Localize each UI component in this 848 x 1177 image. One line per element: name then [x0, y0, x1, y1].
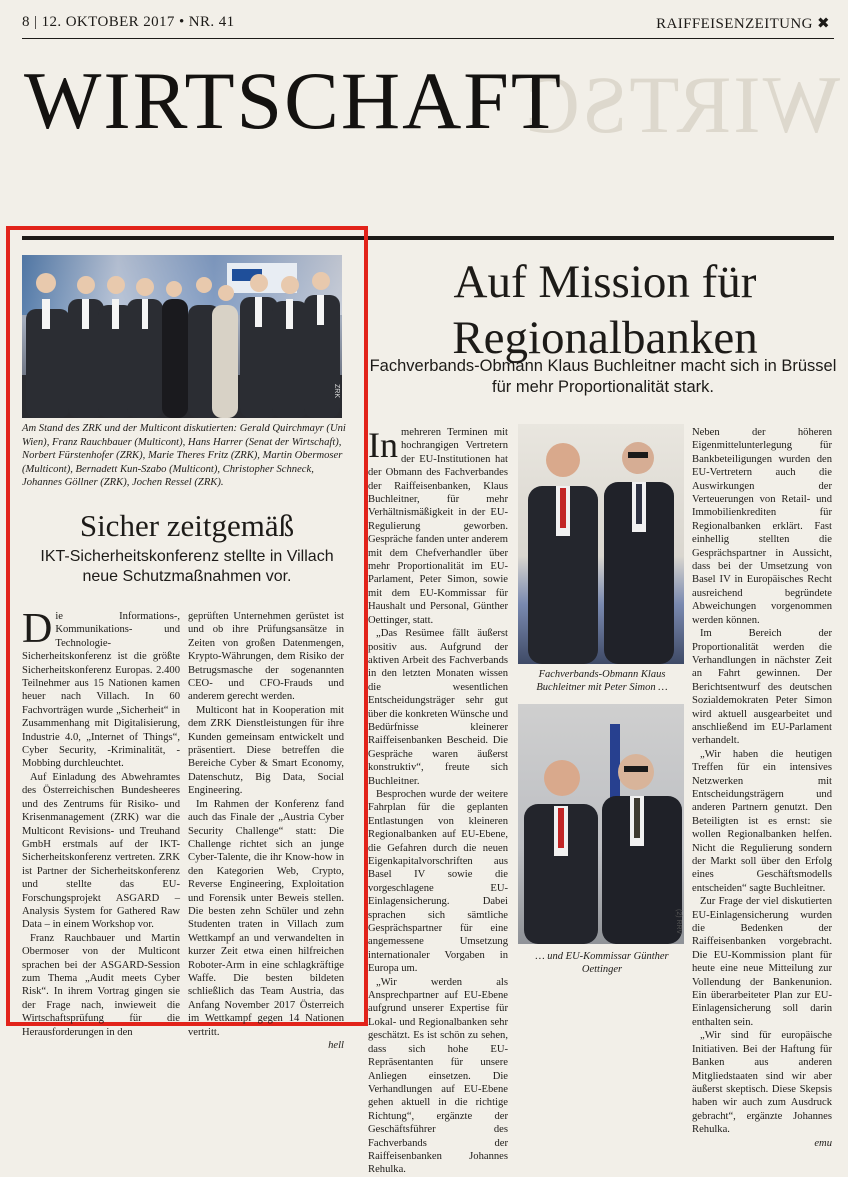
paragraph: „Wir sind für europäische Initiativen. Bei der Haftung für Banken aus anderen Mitgliedstaaten sind wir aber äußerst skeptisch. Diese Skepsis haben wir auch zum Ausdruck gebracht“, ergänzte Johannes Rehulka. — [692, 1030, 832, 1136]
show-through-ghost-text: WIRTSC — [523, 59, 840, 150]
article-title: Sicher zeitgemäß — [79, 508, 295, 543]
paragraph: geprüften Unternehmen gerüstet ist und ob ihre Prüfungsansätze in Zeiten von großen Datenmengen, Krypto-Währungen, dem Risiko der Betrugsmasche der sogenannten CEO- und CFO-Frauds und anderem gerecht werden. — [188, 611, 344, 703]
article-column-1 — [22, 606, 180, 1039]
paragraph: Franz Rauchbauer und Martin Obermoser von der Multicont sprachen bei der ASGARD-Session zum Thema „Audit meets Cyber Risk“. In ihrem Vortrag gingen sie der Frage nach, inwieweit die Wirtschaftsprüfung für die Herausforderungen in den — [22, 932, 180, 1038]
x-cross-icon: ✖ — [817, 14, 830, 32]
section-title: WIRTSCHAFT — [24, 55, 563, 146]
publication-name — [656, 14, 830, 33]
author-signature: hell — [328, 1040, 344, 1051]
article-subtitle: IKT-Sicherheitskonferenz stellte in Villach neue Schutzmaßnahmen vor. — [40, 548, 334, 585]
paragraph: „Das Resümee fällt äußerst positiv aus. Aufgrund der aktiven Arbeit des Fachverbands in den letzten Monaten wissen die wesentlichen Entscheidungsträger sehr gut über die konkreten Wünsche und Bedürfnisse kleinerer Raiffeisenbanken Bescheid. Die Gespräche waren äußerst konstruktiv“, freute sich Buchleitner. — [368, 628, 508, 787]
publication-title: RAIFFEISENZEITUNG — [656, 16, 813, 32]
article-column-right-3 — [692, 426, 832, 1150]
author-signature-right: emu — [814, 1137, 832, 1149]
paragraph: Auf Einladung des Abwehramtes des Österreichischen Bundesheeres und des Zentrums für Risiko- und Krisenmanagement (ZRK) war die Multicont Revisions- und Treuhand GmbH erstmals auf der IKT-Sicherheitskonferenz vertreten. ZRK ist Partner der Sicherheitskonferenz und stellte das EU-Forschungsprojekt ASGARD – Analysis System for Gathered Raw Data – in einem Workshop vor. — [22, 771, 180, 931]
paragraph: Besprochen wurde der weitere Fahrplan für die geplanten Entlastungen von kleineren Regionalbanken auf EU-Ebene, die Gefahren durch die neuen Eigenkapitalvorschriften aus Basel IV sowie die vorgeschlagene EU-Einlagensicherung. Dabei sprachen sich sämtliche Gesprächspartner für eine angemessene Umsetzung internationaler Vorgaben in Europa um. — [368, 788, 508, 975]
paragraph: Im Rahmen der Konferenz fand auch das Finale der „Austria Cyber Security Challenge“ statt: Die Challenge richtet sich an junge Cyber-Talente, die ihr Know-how in den Kategorien Web, Crypto, Reverse Engineering, Exploitation und Forensik unter Beweis stellen. Die besten zehn Schüler und zehn Studenten traten in Villach zum Wettkampf an und verwandelten in kurzer Zeit etwa einen hilfreichen Roboter-Arm in eine schlagkräftige Waffe. Die besten bildeten schließlich das Team Austria, das Anfang November 2017 Österreich im Wettkampf gegen 14 Nationen vertritt. — [188, 798, 344, 1038]
photo-caption: Am Stand des ZRK und der Multicont diskutierten: Gerald Quirchmayr (Uni Wien), Franz Rauchbauer (Multicont), Hans Harrer (Senat der Wirtschaft), Norbert Fürstenhofer (ZRK), Marie Theres Fritz (ZRK), Martin Obermoser (Multicont), Bernadett Kun-Szabo (Multicont), Christopher Schneck, Johannes Göllner (ZRK), Jochen Ressel (ZRK). — [22, 423, 346, 489]
article-subtitle-right: Fachverbands-Obmann Klaus Buchleitner macht sich in Brüssel für mehr Proportionalität stark. — [369, 357, 837, 396]
photo-credit-right: (2) RRV — [675, 908, 682, 934]
drop-cap: D — [22, 606, 53, 652]
paragraph: „Wir haben die heutigen Treffen für ein intensives Netzwerken mit Entscheidungsträgern und anderen Partnern genutzt. Den Beteiligten ist es ernst: sie wollen Regionalbanken helfen. Nicht die Regulierung sondern der Markt soll über den Erfolg eines Geschäftsmodells entscheiden“ sagte Buchleitner. — [692, 748, 832, 894]
photo-credit: ZRK — [333, 384, 340, 398]
article-column-right-1 — [368, 426, 508, 1177]
drop-cap: In — [368, 425, 398, 465]
paragraph: Neben der höheren Eigenmittelunterlegung für Bankbeteiligungen wurden den EU-Vertretern auch die Auswirkungen der Verteuerungen von Retail- und Immobilienkrediten für Regionalbanken erklärt. Fast einhellig stellten die Gesprächspartner in Aussicht, dass bei der Umsetzung von Basel IV in Europäisches Recht ausreichend begründete Abweichungen vorgenommen werden können. — [692, 427, 832, 626]
article-column-2 — [188, 610, 344, 1052]
article-title-right: Auf Mission für Regionalbanken — [452, 256, 758, 364]
photo-buchleitner-simon — [518, 424, 684, 664]
photo-caption-bottom: … und EU-Kommissar Günther Oettinger — [535, 951, 669, 976]
photo-caption-top: Fachverbands-Obmann Klaus Buchleitner mit Peter Simon … — [536, 669, 668, 694]
paragraph: In mehreren Terminen mit hochrangigen Vertretern der EU-Institutionen hat der Obmann des Fachverbandes der Raiffeisenbanken, Klaus Buchleitner, für mehr Verhältnismäßigkeit in der EU-Regulierung geworben. Gespräche fanden unter anderem mit dem Chefverhandler über mehr Proportionalität im EU-Parlament, Peter Simon, sowie mit dem EU-Kommissar für Haushalt und Personal, Günther Oettinger, statt. — [368, 425, 508, 626]
paragraph: Im Bereich der Proportionalität werden die Verhandlungen in nächster Zeit an Fahrt gewinnen. Der Berichtsentwurf des deutschen Sozialdemokraten Peter Simon wird aktuell ausgearbeitet und anschließend im EU-Parlament verhandelt. — [692, 628, 832, 747]
photo-buchleitner-oettinger — [518, 704, 684, 944]
group-photo — [22, 255, 342, 418]
paragraph: „Wir werden als Ansprechpartner auf EU-Ebene aufgrund unserer Expertise für Lokal- und Regionalbanken sehr geschätzt. Es ist schön zu sehen, dass sich hohe EU-Repräsentanten für unsere Anliegen einsetzen. Die Verhandlungen auf EU-Ebene gehen aktuell in die richtige Richtung“, ergänzte der Geschäftsführer des Fachverbands der Raiffeisenbanken Johannes Rehulka. — [368, 976, 508, 1176]
page-header-date: 8 | 12. OKTOBER 2017 • NR. 41 — [22, 14, 235, 30]
paragraph: Multicont hat in Kooperation mit dem ZRK Dienstleistungen für ihre Kunden gemeinsam entwickelt und präsentiert. Diese betreffen die Bereiche Cyber & Smart Economy, Datenschutz, Big Data, Social Engineering. — [188, 704, 344, 797]
paragraph: Die Informations-, Kommunikations- und Technologie-Sicherheitskonferenz ist die größte Sicherheitskonferenz Europas. 2.400 Teilnehmer aus 15 Nationen kamen heuer nach Villach. In 60 Fachvorträgen wurde „Sicherheit“ in Zusammenhang mit Digitalisierung, Industrie 4.0, „Internet of Things“, Cyber Security, -Kriminalität, -Mobbing durchleuchtet. — [22, 606, 180, 770]
header-rule — [22, 38, 834, 39]
paragraph: Zur Frage der viel diskutierten EU-Einlagensicherung wurden die Bedenken der Raiffeisenbanken vorgebracht. Die EU-Kommission plant für heute eine neue Mitteilung zur Vollendung der Bankenunion. Ein überarbeiteter Plan zur EU-Einlagensicherung soll darin enthalten sein. — [692, 896, 832, 1028]
